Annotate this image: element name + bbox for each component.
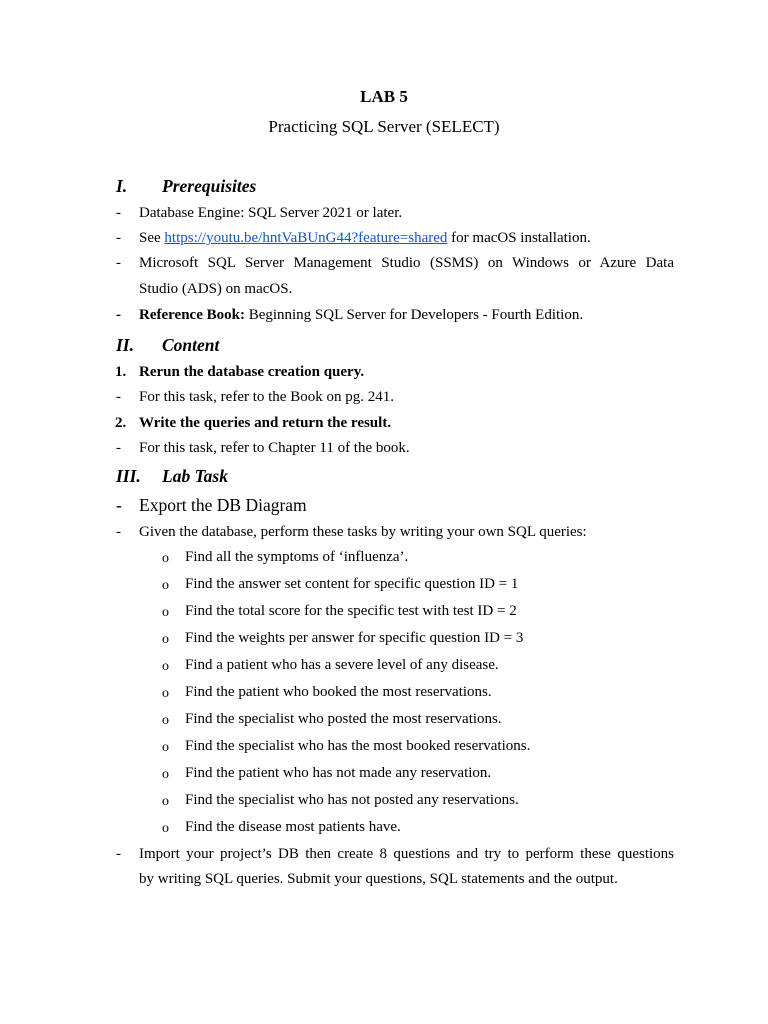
import-line2: by writing SQL queries. Submit your questions, SQL statements and the output. (139, 871, 618, 887)
see-suffix: for macOS installation. (447, 230, 591, 246)
export-diagram: Export the DB Diagram (139, 495, 307, 515)
task-item: Find the patient who has not made any reservation. (185, 765, 492, 781)
list-dash: - (116, 255, 121, 271)
task-bullet: o (162, 794, 169, 809)
task-item: Find the specialist who posted the most reservations. (185, 711, 502, 727)
step-note: For this task, refer to Chapter 11 of the book. (139, 440, 410, 456)
task-bullet: o (162, 632, 169, 647)
list-dash: - (116, 495, 122, 515)
prereq-ssms-line1: Microsoft SQL Server Management Studio (SSMS) on Windows or Azure Data (139, 255, 674, 271)
list-dash: - (116, 307, 121, 323)
task-bullet: o (162, 686, 169, 701)
task-item: Find the patient who booked the most reservations. (185, 684, 492, 700)
step-number: 2. (115, 415, 127, 431)
given-text: Given the database, perform these tasks by writing your own SQL queries: (139, 524, 587, 540)
section-title: Prerequisites (162, 176, 257, 196)
list-dash: - (116, 205, 121, 221)
task-item: Find the specialist who has the most booked reservations. (185, 738, 531, 754)
youtube-link[interactable]: https://youtu.be/hntVaBUnG44?feature=shared (164, 230, 448, 246)
section-title: Lab Task (162, 466, 228, 486)
prereq-reference (139, 307, 583, 324)
section-number: III. (116, 466, 141, 486)
task-bullet: o (162, 551, 169, 566)
import-line1: Import your project’s DB then create 8 questions and try to perform these questions (139, 846, 674, 862)
task-item: Find the weights per answer for specific question ID = 3 (185, 630, 524, 646)
list-dash: - (116, 846, 121, 862)
lab-subtitle: Practicing SQL Server (SELECT) (268, 117, 500, 136)
step-number: 1. (115, 364, 127, 380)
section-number: I. (116, 176, 128, 196)
task-item: Find a patient who has a severe level of any disease. (185, 657, 499, 673)
list-dash: - (116, 389, 121, 405)
reference-text: Beginning SQL Server for Developers - Fourth Edition. (244, 307, 584, 323)
task-bullet: o (162, 605, 169, 620)
step-text: Write the queries and return the result. (139, 415, 392, 431)
prereq-engine: Database Engine: SQL Server 2021 or later. (139, 205, 403, 221)
task-bullet: o (162, 821, 169, 836)
task-bullet: o (162, 578, 169, 593)
task-item: Find the answer set content for specific question ID = 1 (185, 576, 519, 592)
task-item: Find the total score for the specific test with test ID = 2 (185, 603, 517, 619)
list-dash: - (116, 524, 121, 540)
prereq-ssms-line2: Studio (ADS) on macOS. (139, 281, 293, 297)
step-note: For this task, refer to the Book on pg. 241. (139, 389, 394, 405)
task-item: Find all the symptoms of ‘influenza’. (185, 549, 409, 565)
reference-label: Reference Book: (139, 307, 245, 323)
section-number: II. (116, 335, 134, 355)
list-dash: - (116, 230, 121, 246)
task-item: Find the disease most patients have. (185, 819, 401, 835)
task-bullet: o (162, 659, 169, 674)
task-bullet: o (162, 740, 169, 755)
lab-title: LAB 5 (360, 87, 408, 106)
see-prefix: See (139, 230, 165, 246)
task-bullet: o (162, 713, 169, 728)
step-text: Rerun the database creation query. (139, 364, 365, 380)
section-title: Content (162, 335, 220, 355)
list-dash: - (116, 440, 121, 456)
prereq-see-line (139, 230, 591, 247)
task-bullet: o (162, 767, 169, 782)
task-item: Find the specialist who has not posted any reservations. (185, 792, 519, 808)
